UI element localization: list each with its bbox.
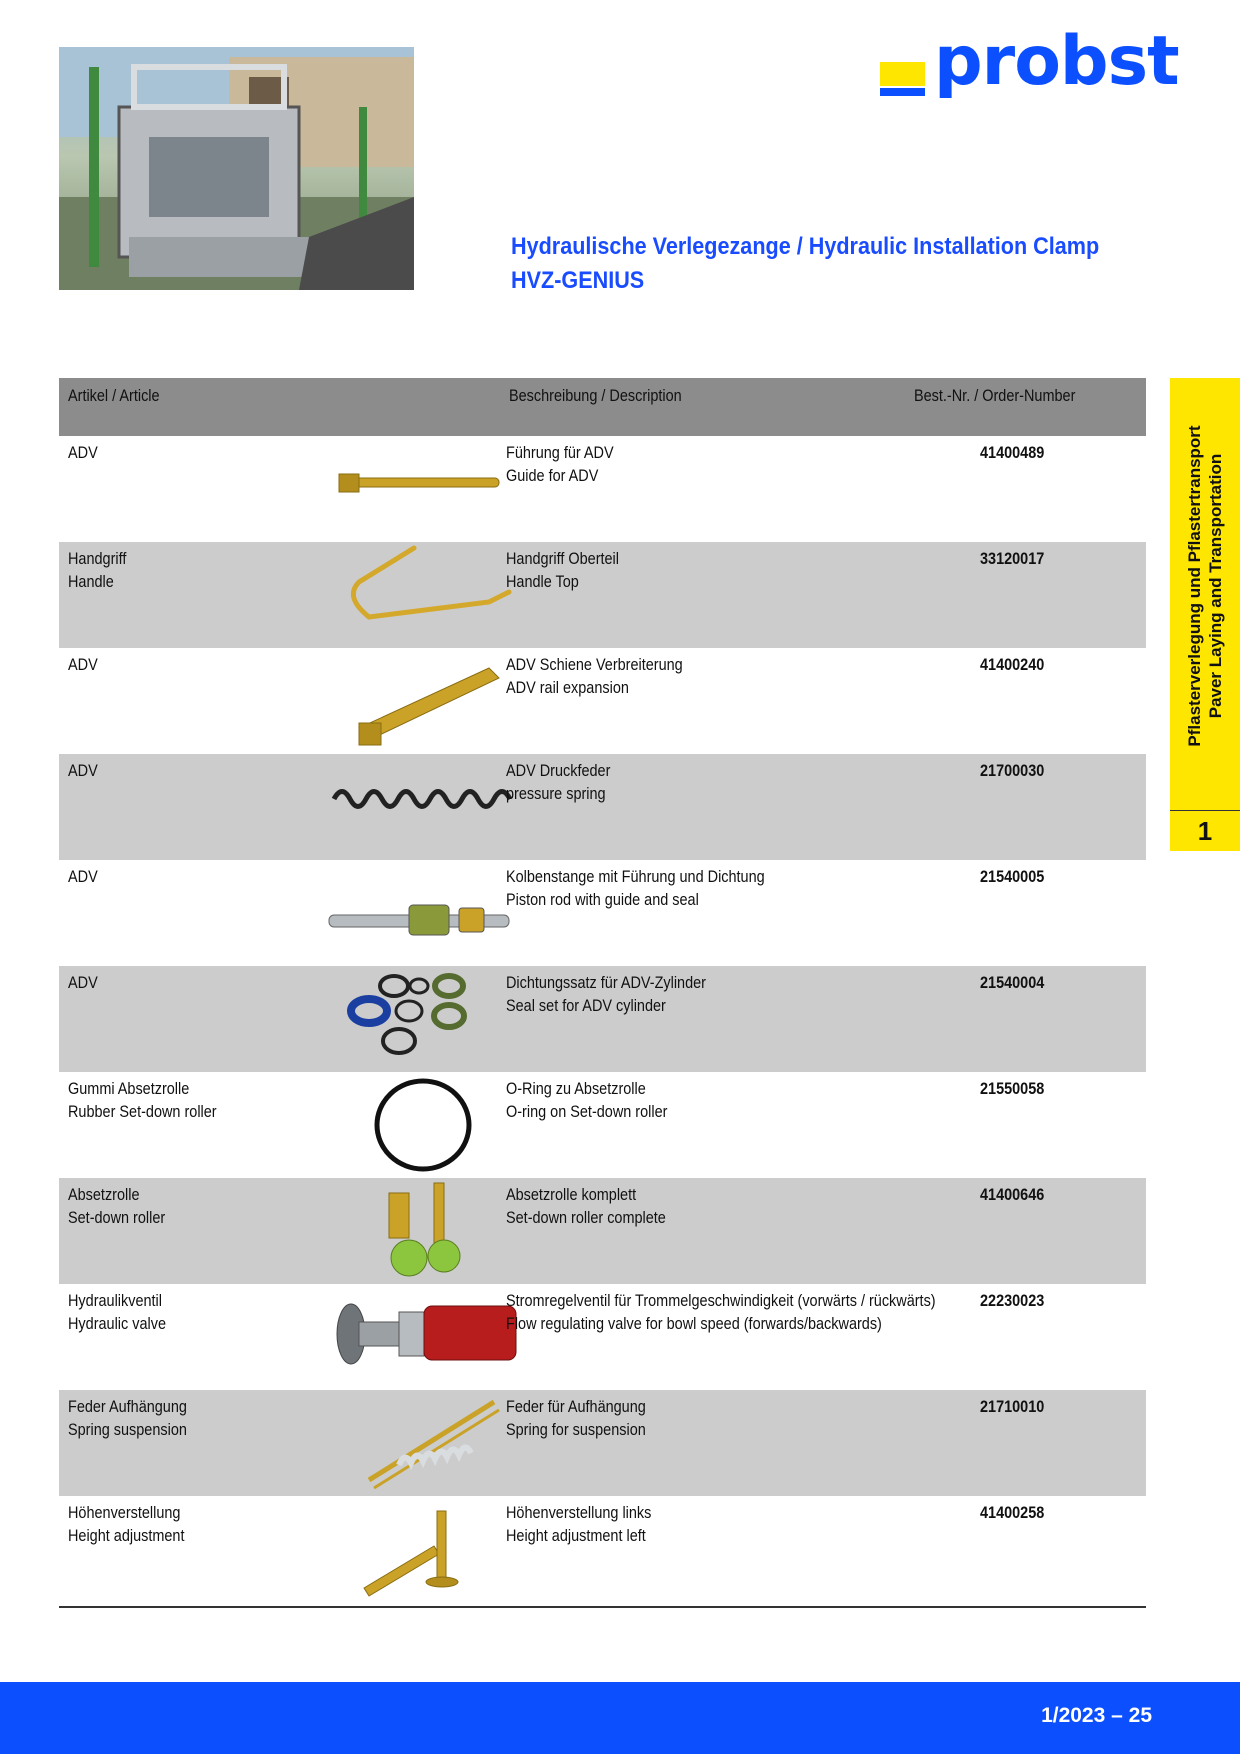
side-tab-line-1: Pflasterverlegung und Pflastertransport bbox=[1185, 425, 1204, 747]
table-row bbox=[59, 1390, 1146, 1496]
table-row bbox=[59, 1284, 1146, 1390]
article-de: Höhenverstellung bbox=[68, 1503, 181, 1522]
description-de: Kolbenstange mit Führung und Dichtung bbox=[506, 867, 765, 886]
order-number: 41400240 bbox=[980, 655, 1045, 674]
description-de: ADV Schiene Verbreiterung bbox=[506, 655, 683, 674]
description-de: Absetzrolle komplett bbox=[506, 1185, 637, 1204]
article-en: Set-down roller bbox=[68, 1208, 166, 1227]
description-de: Führung für ADV bbox=[506, 443, 614, 462]
order-number: 41400489 bbox=[980, 443, 1045, 462]
article-cell bbox=[68, 547, 126, 593]
description-de: Handgriff Oberteil bbox=[506, 549, 619, 568]
chapter-number: 1 bbox=[1197, 816, 1213, 846]
description-en: Flow regulating valve for bowl speed (forwards/backwards) bbox=[506, 1314, 882, 1333]
article-de: Handgriff bbox=[68, 549, 127, 568]
order-number: 21700030 bbox=[980, 761, 1045, 780]
description-en: Guide for ADV bbox=[506, 466, 599, 485]
footer-bar bbox=[0, 1682, 1240, 1754]
description-cell bbox=[506, 1289, 936, 1335]
description-en: Set-down roller complete bbox=[506, 1208, 666, 1227]
table-row bbox=[59, 860, 1146, 966]
description-de: ADV Druckfeder bbox=[506, 761, 611, 780]
parts-table bbox=[59, 378, 1146, 1602]
logo-wordmark: probst bbox=[934, 22, 1179, 101]
description-de: Höhenverstellung links bbox=[506, 1503, 652, 1522]
order-number: 21550058 bbox=[980, 1079, 1045, 1098]
table-row bbox=[59, 1072, 1146, 1178]
description-de: Feder für Aufhängung bbox=[506, 1397, 646, 1416]
description-cell bbox=[506, 971, 706, 1017]
description-cell bbox=[506, 1183, 666, 1229]
description-en: Height adjustment left bbox=[506, 1526, 646, 1545]
article-cell bbox=[68, 1501, 184, 1547]
page-title bbox=[511, 230, 1099, 298]
article-cell bbox=[68, 1289, 166, 1335]
description-de: O-Ring zu Absetzrolle bbox=[506, 1079, 646, 1098]
logo-mark bbox=[880, 62, 925, 96]
table-row bbox=[59, 542, 1146, 648]
description-cell bbox=[506, 865, 765, 911]
description-cell bbox=[506, 1501, 651, 1547]
article-de: ADV bbox=[68, 973, 98, 992]
description-en: Piston rod with guide and seal bbox=[506, 890, 699, 909]
table-row bbox=[59, 966, 1146, 1072]
article-en: Hydraulic valve bbox=[68, 1314, 166, 1333]
article-cell bbox=[68, 759, 98, 782]
article-de: ADV bbox=[68, 867, 98, 886]
description-cell bbox=[506, 1077, 667, 1123]
description-en: ADV rail expansion bbox=[506, 678, 629, 697]
title-line-2: HVZ-GENIUS bbox=[511, 267, 645, 294]
description-en: Handle Top bbox=[506, 572, 579, 591]
chapter-side-tab bbox=[1170, 378, 1240, 851]
article-en: Spring suspension bbox=[68, 1420, 187, 1439]
article-cell bbox=[68, 971, 98, 994]
article-de: Absetzrolle bbox=[68, 1185, 140, 1204]
table-row bbox=[59, 648, 1146, 754]
page-number: 1/2023 – 25 bbox=[1041, 1704, 1152, 1727]
order-number: 22230023 bbox=[980, 1291, 1045, 1310]
article-en: Handle bbox=[68, 572, 114, 591]
order-number: 33120017 bbox=[980, 549, 1045, 568]
order-number: 41400646 bbox=[980, 1185, 1045, 1204]
header-description: Beschreibung / Description bbox=[509, 386, 682, 405]
article-de: Hydraulikventil bbox=[68, 1291, 162, 1310]
table-bottom-rule bbox=[59, 1606, 1146, 1608]
table-row bbox=[59, 754, 1146, 860]
description-cell bbox=[506, 1395, 646, 1441]
description-cell bbox=[506, 547, 619, 593]
description-cell bbox=[506, 759, 610, 805]
description-en: Seal set for ADV cylinder bbox=[506, 996, 666, 1015]
table-row bbox=[59, 1496, 1146, 1602]
article-cell bbox=[68, 441, 98, 464]
table-row bbox=[59, 1178, 1146, 1284]
side-tab-line-2: Paver Laying and Transportation bbox=[1206, 453, 1225, 719]
article-cell bbox=[68, 865, 98, 888]
article-de: ADV bbox=[68, 761, 98, 780]
description-de: Dichtungssatz für ADV-Zylinder bbox=[506, 973, 706, 992]
article-de: ADV bbox=[68, 443, 98, 462]
side-tab-label bbox=[1184, 425, 1226, 746]
order-number: 41400258 bbox=[980, 1503, 1045, 1522]
table-header bbox=[59, 378, 1146, 436]
description-en: pressure spring bbox=[506, 784, 606, 803]
order-number: 21540004 bbox=[980, 973, 1045, 992]
article-cell bbox=[68, 1395, 187, 1441]
article-de: Gummi Absetzrolle bbox=[68, 1079, 190, 1098]
article-cell bbox=[68, 1183, 165, 1229]
hero-photo bbox=[59, 47, 414, 290]
article-de: ADV bbox=[68, 655, 98, 674]
description-cell bbox=[506, 441, 614, 487]
article-cell bbox=[68, 653, 98, 676]
description-cell bbox=[506, 653, 683, 699]
article-cell bbox=[68, 1077, 217, 1123]
probst-logo bbox=[880, 22, 1180, 112]
order-number: 21710010 bbox=[980, 1397, 1045, 1416]
side-tab-divider bbox=[1170, 810, 1240, 811]
article-en: Height adjustment bbox=[68, 1526, 185, 1545]
table-row bbox=[59, 436, 1146, 542]
order-number: 21540005 bbox=[980, 867, 1045, 886]
description-en: O-ring on Set-down roller bbox=[506, 1102, 668, 1121]
description-de: Stromregelventil für Trommelgeschwindigkeit (vorwärts / rückwärts) bbox=[506, 1291, 936, 1310]
header-order-number: Best.-Nr. / Order-Number bbox=[914, 386, 1076, 405]
article-de: Feder Aufhängung bbox=[68, 1397, 187, 1416]
header-article: Artikel / Article bbox=[68, 386, 160, 405]
description-en: Spring for suspension bbox=[506, 1420, 646, 1439]
title-line-1: Hydraulische Verlegezange / Hydraulic Installation Clamp bbox=[511, 233, 1100, 260]
article-en: Rubber Set-down roller bbox=[68, 1102, 217, 1121]
